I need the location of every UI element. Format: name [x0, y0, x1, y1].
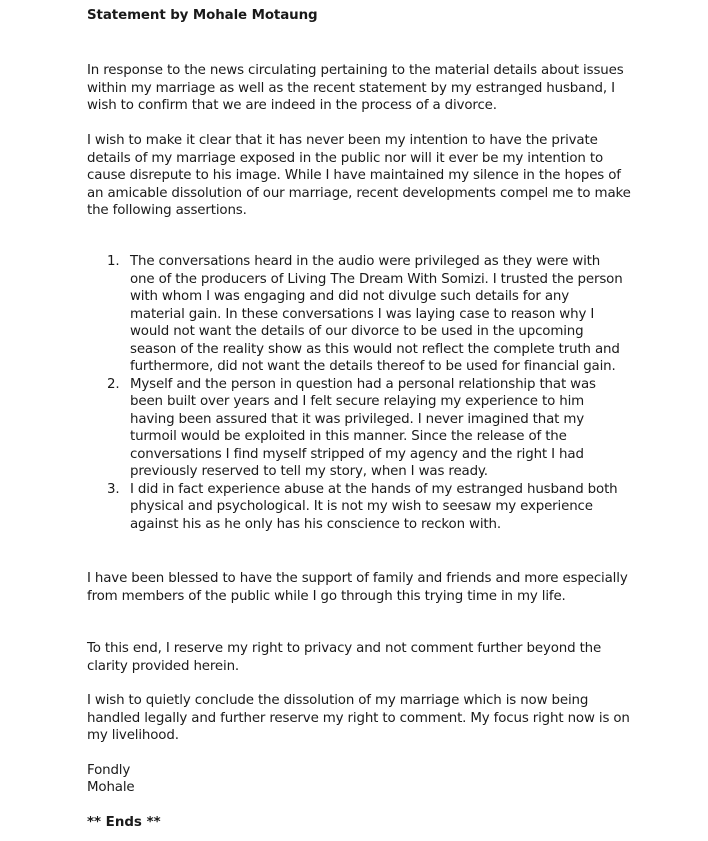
list-item-text: I did in fact experience abuse at the hands of my estranged husband both physical and psychological. It is not my wish to seesaw my experience against his as he only has his conscience to reckon with.	[130, 481, 618, 532]
list-item	[107, 481, 627, 534]
list-item-number: 3.	[107, 481, 120, 497]
list-item-text: Myself and the person in question had a personal relationship that was been built over years and I felt secure relaying my experience to him having been assured that it was privileged. I never imagined that my turmoil would be exploited in this manner. Since the release of the conversations I find myself stripped of my agency and the right I had previously reserved to tell my story, when I was ready.	[130, 376, 596, 479]
assertions-list	[107, 253, 627, 533]
conclusion-paragraph: I wish to quietly conclude the dissolution of my marriage which is now being handled legally and further reserve my right to comment. My focus right now is on my livelihood.	[87, 693, 630, 743]
privacy-paragraph: To this end, I reserve my right to privacy and not comment further beyond the clarity provided herein.	[87, 641, 602, 674]
ends-marker: ** Ends **	[87, 815, 161, 830]
intention-paragraph: I wish to make it clear that it has never been my intention to have the private details of my marriage exposed in the public nor will it ever be my intention to cause disrepute to his image. While I have maintained my silence in the hopes of an amicable dissolution of our marriage, recent developments compel me to make the following assertions.	[87, 133, 631, 218]
signoff: Fondly	[87, 763, 131, 778]
list-item	[107, 376, 627, 481]
signature-name: Mohale	[87, 780, 135, 795]
list-item	[107, 253, 627, 376]
list-item-number: 1.	[107, 254, 120, 269]
list-item-number: 2.	[107, 376, 120, 392]
statement-title: Statement by Mohale Motaung	[87, 8, 318, 23]
list-item-text: The conversations heard in the audio were privileged as they were with one of the producers of Living The Dream With Somizi. I trusted the person with whom I was engaging and did not divulge such details for any material gain. In these conversations I was laying case to reason why I would not want the details of our divorce to be used in the upcoming season of the reality show as this would not reflect the complete truth and furthermore, did not want the details thereof to be used for financial gain.	[130, 254, 623, 374]
intro-paragraph: In response to the news circulating pertaining to the material details about issues within my marriage as well as the recent statement by my estranged husband, I wish to confirm that we are indeed in the process of a divorce.	[87, 63, 624, 113]
support-paragraph: I have been blessed to have the support of family and friends and more especially from members of the public while I go through this trying time in my life.	[87, 571, 628, 604]
